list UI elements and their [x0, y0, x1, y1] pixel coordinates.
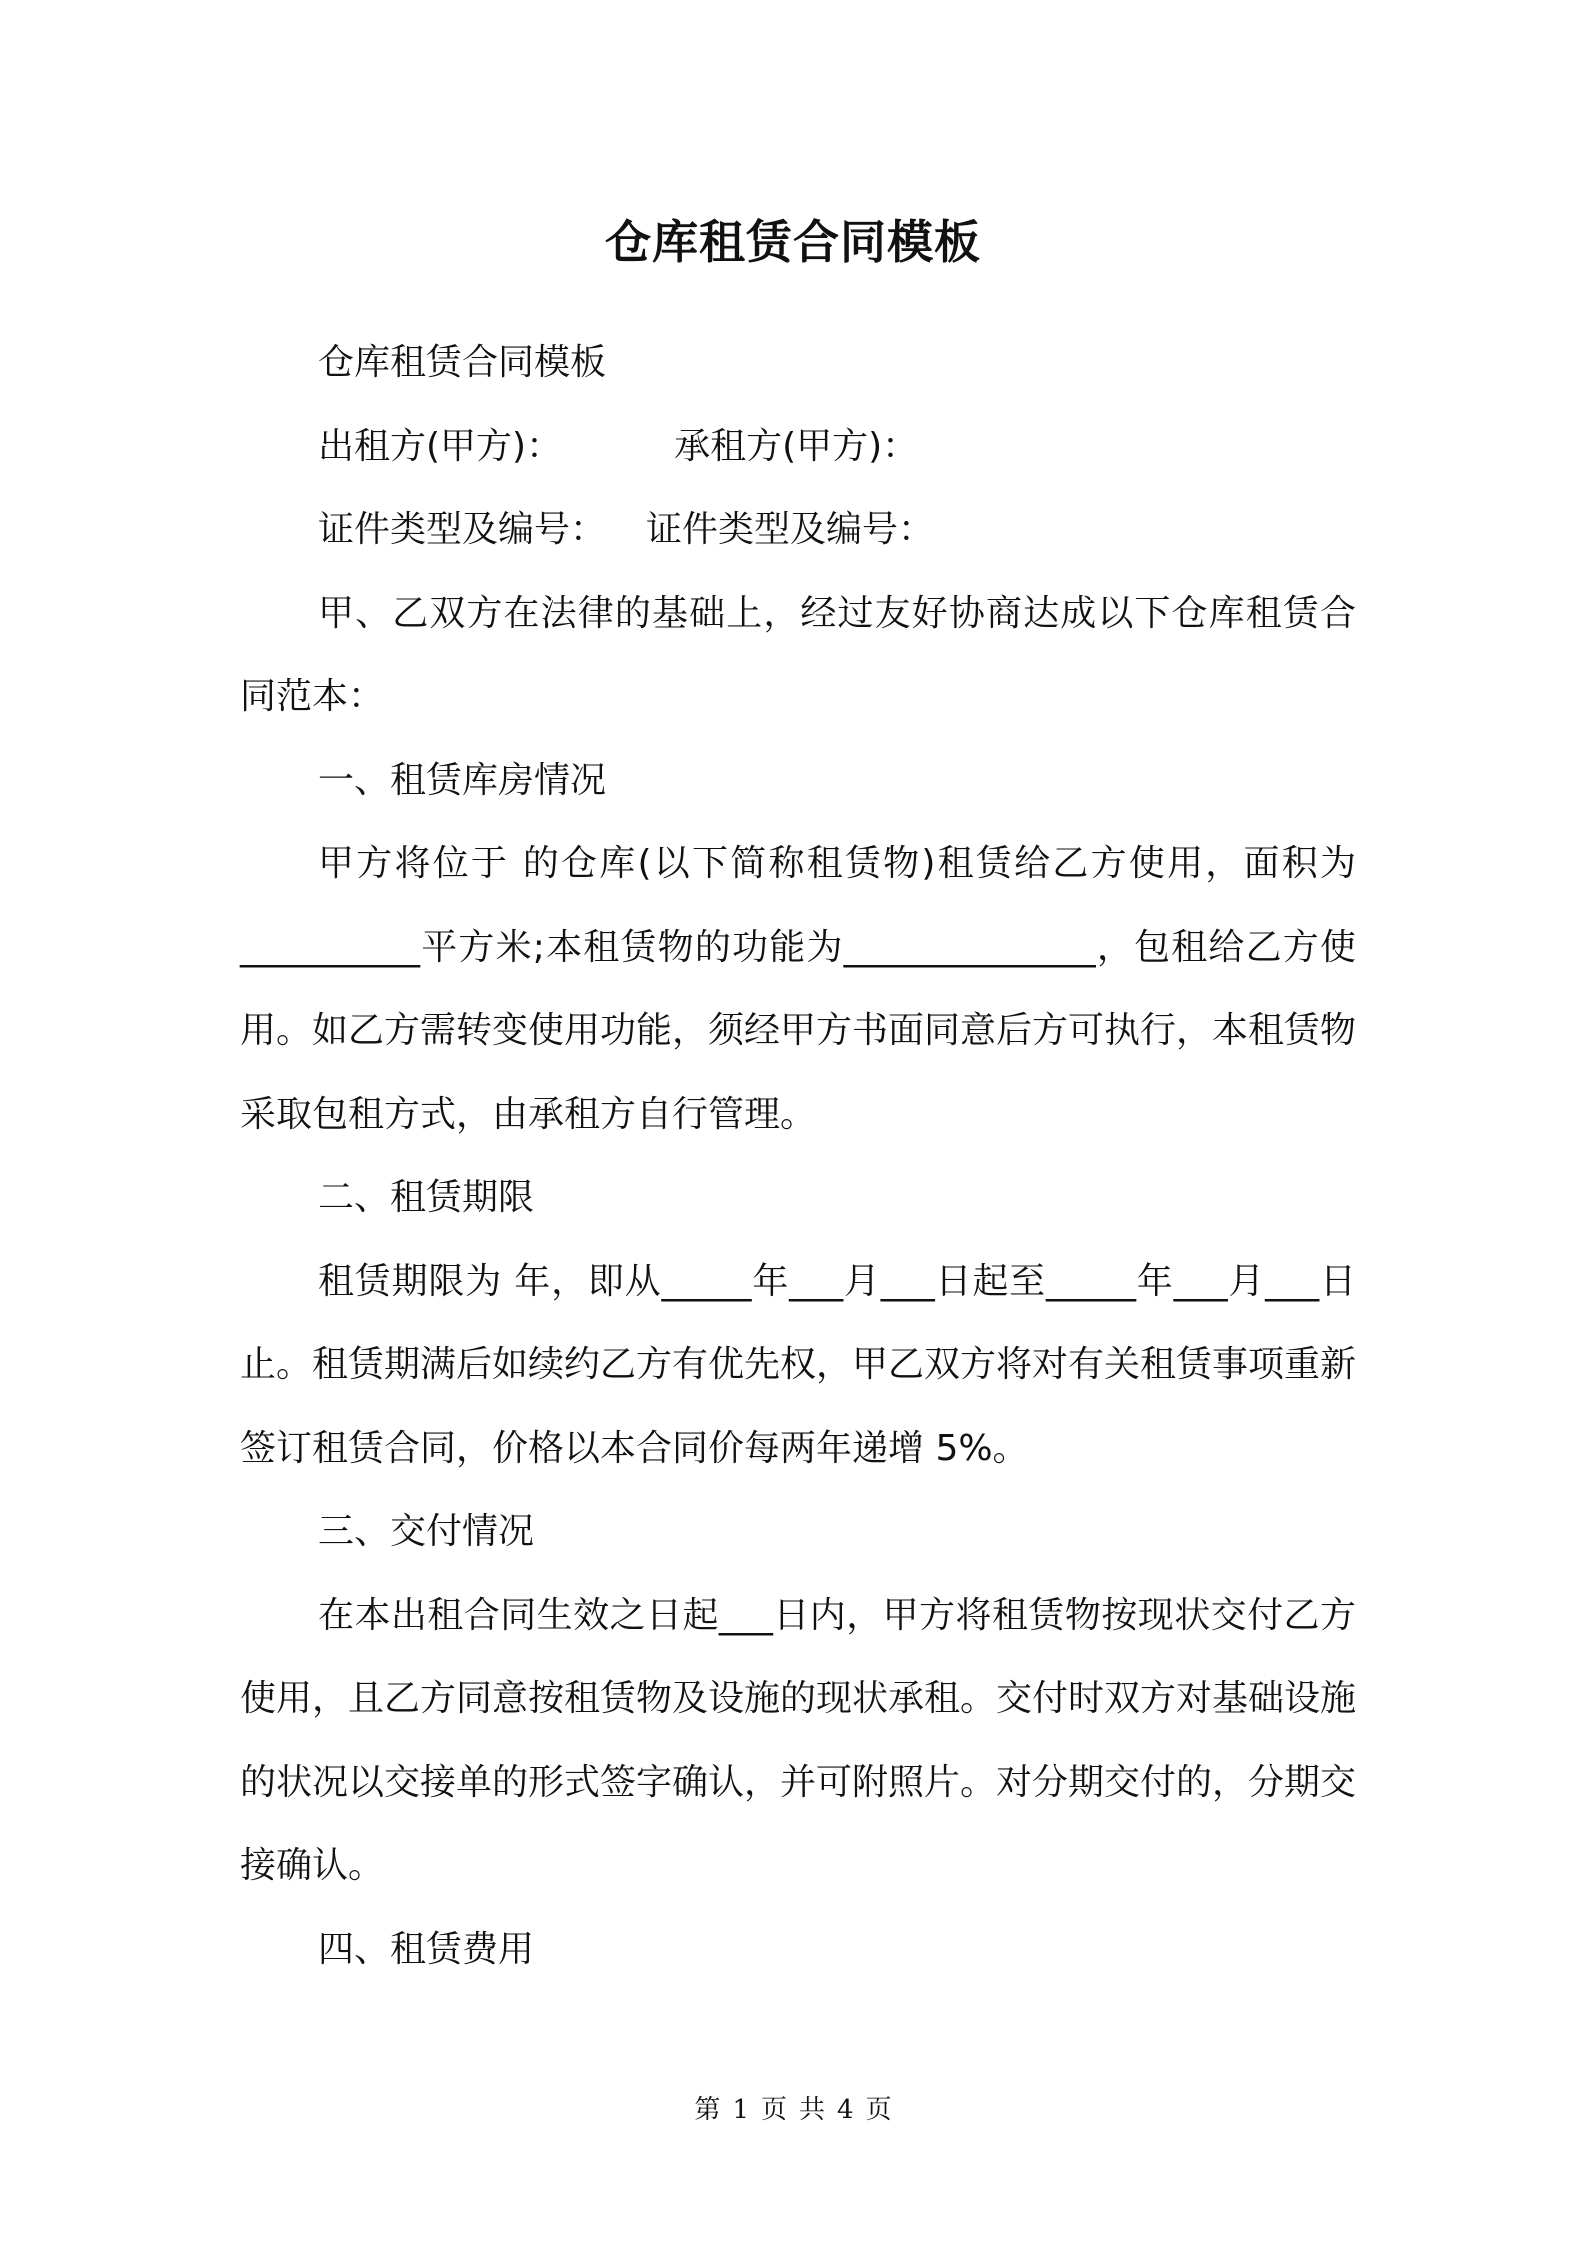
- footer-label-di: 第: [694, 2095, 721, 2125]
- lessee-label: 承租方(甲方)：: [674, 425, 919, 467]
- section-heading-2: 二、租赁期限: [318, 1177, 535, 1218]
- page-footer: [0, 2092, 1586, 2128]
- page-total: 4: [837, 2095, 854, 2125]
- lessor-label: 出租方(甲方)：: [318, 425, 563, 467]
- document-subtitle: 仓库租赁合同模板: [318, 342, 607, 383]
- section-text-2: 租赁期限为 年，即从_____年___月___日起至_____年___月___日止。租赁期满后如续约乙方有优先权，甲乙双方将对有关租赁事项重新签订租赁合同，价格以本合同价每两年递增 5%。: [240, 1260, 1357, 1469]
- footer-label-gong: 共: [799, 2095, 826, 2125]
- document-body: [240, 321, 1356, 1991]
- lessee-id-label: 证件类型及编号：: [646, 509, 935, 550]
- section-heading-3: 三、交付情况: [318, 1511, 535, 1552]
- section-text-3: 在本出租合同生效之日起___日内，甲方将租赁物按现状交付乙方使用，且乙方同意按租赁物及设施的现状承租。交付时双方对基础设施的状况以交接单的形式签字确认，并可附照片。对分期交付的，分期交接确认。: [240, 1594, 1357, 1886]
- lessor-id-label: 证件类型及编号：: [318, 509, 607, 550]
- party-row: [240, 405, 1356, 489]
- page-number: 1: [732, 2095, 749, 2125]
- section-heading-4: 四、租赁费用: [318, 1928, 535, 1970]
- section-text-1: 甲方将位于 的仓库(以下简称租赁物)租赁给乙方使用，面积为__________平方米;本租赁物的功能为______________，包租给乙方使用。如乙方需转变使用功能，须经甲方书面同意后方可执行，本租赁物采取包租方式，由承租方自行管理。: [240, 843, 1357, 1135]
- intro-paragraph: 甲、乙双方在法律的基础上，经过友好协商达成以下仓库租赁合同范本：: [240, 592, 1356, 717]
- footer-label-ye: 页: [760, 2095, 787, 2125]
- section-heading-1: 一、租赁库房情况: [318, 759, 607, 801]
- id-row: [240, 488, 1356, 572]
- footer-label-ye-2: 页: [865, 2095, 892, 2125]
- document-title: 仓库租赁合同模板: [605, 215, 981, 269]
